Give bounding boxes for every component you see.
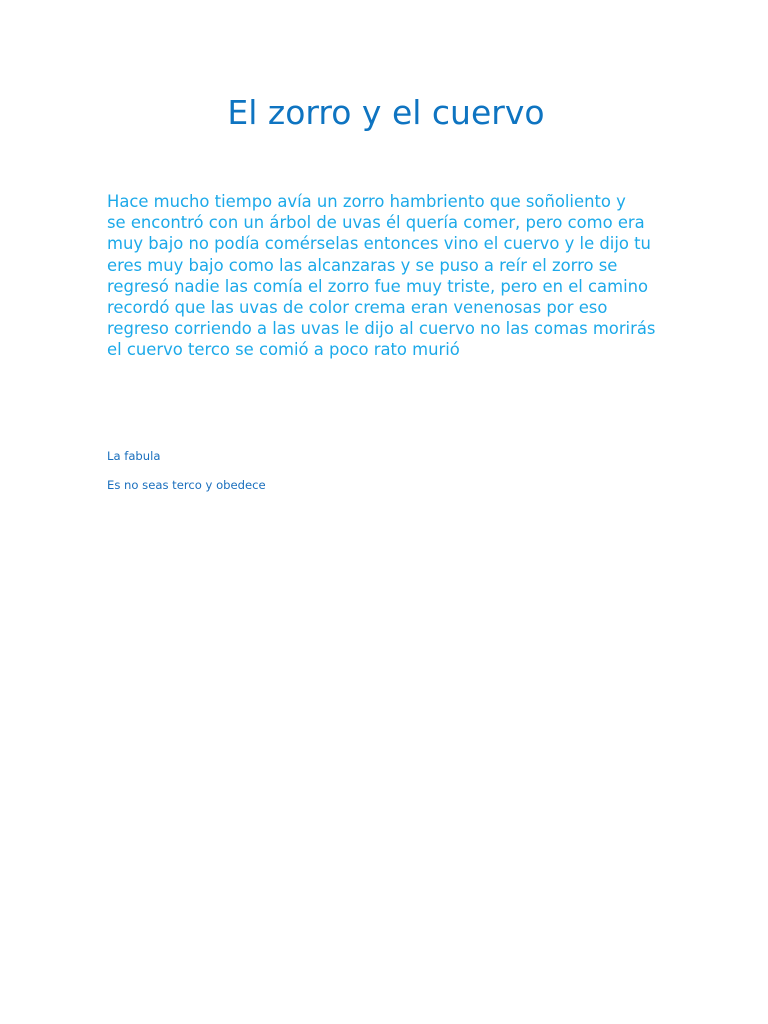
story-line: muy bajo no podía comérselas entonces vino el cuervo y le dijo tu [107, 234, 651, 254]
story-paragraph [107, 191, 687, 361]
document-title: El zorro y el cuervo [227, 93, 545, 132]
story-line: el cuervo terco se comió a poco rato murió [107, 340, 460, 360]
story-line: regresó nadie las comía el zorro fue muy triste, pero en el camino [107, 276, 649, 296]
fable-moral: Es no seas terco y obedece [107, 478, 266, 492]
story-line: regreso corriendo a las uvas le dijo al cuervo no las comas morirás [107, 319, 656, 339]
story-line: Hace mucho tiempo avía un zorro hambriento que soñoliento y [107, 192, 626, 211]
fable-label: La fabula [107, 449, 161, 463]
story-line: se encontró con un árbol de uvas él quería comer, pero como era [107, 213, 645, 233]
story-line: eres muy bajo como las alcanzaras y se puso a reír el zorro se [107, 255, 618, 275]
story-line: recordó que las uvas de color crema eran venenosas por eso [107, 298, 608, 318]
